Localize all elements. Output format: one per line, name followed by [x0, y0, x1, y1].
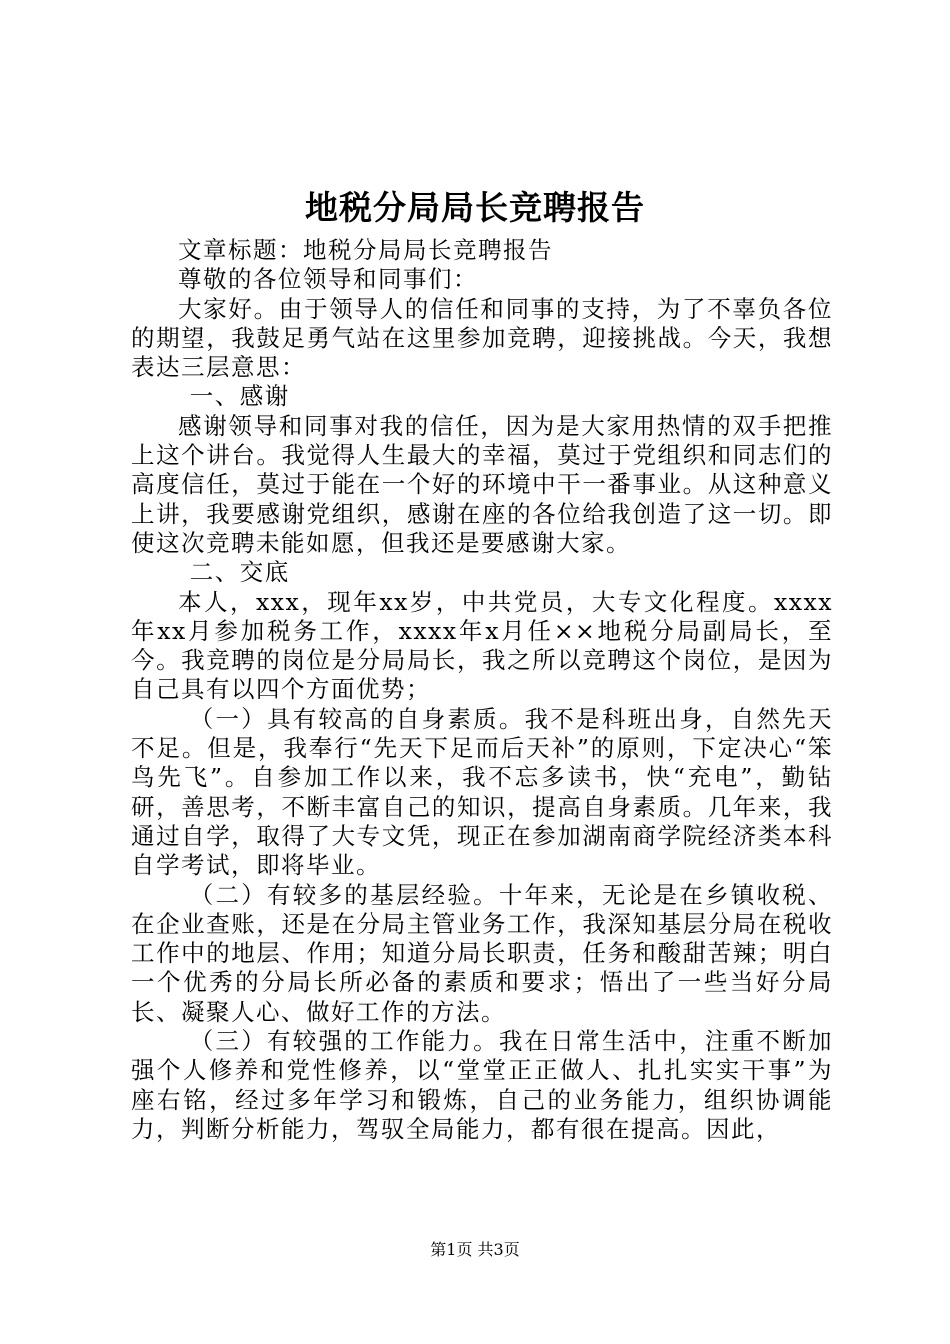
document-body	[131, 236, 833, 1144]
paragraph-advantage-2: （二）有较多的基层经验。十年来，无论是在乡镇收税、在企业查账，还是在分局主管业务工作，我深知基层分局在税收工作中的地层、作用；知道分局长职责，任务和酸甜苦辣；明白一个优秀的分局长所必备的素质和要求；悟出了一些当好分局长、凝聚人心、做好工作的方法。	[131, 880, 833, 1026]
heading-background: 二、交底	[189, 558, 290, 587]
paragraph-advantage-1: （一）具有较高的自身素质。我不是科班出身，自然先天不足。但是，我奉行“先天下足而后天补”的原则，下定决心“笨鸟先飞”。自参加工作以来，我不忘多读书，快“充电”，勤钻研，善思考，不断丰富自己的知识，提高自身素质。几年来，我通过自学，取得了大专文凭，现正在参加湖南商学院经济类本科自学考试，即将毕业。	[131, 704, 833, 880]
paragraph-thanks: 感谢领导和同事对我的信任，因为是大家用热情的双手把推上这个讲台。我觉得人生最大的幸福，莫过于党组织和同志们的高度信任，莫过于能在一个好的环境中干一番事业。从这种意义上讲，我要感谢党组织，感谢在座的各位给我创造了这一切。即使这次竞聘未能如愿，但我还是要感谢大家。	[131, 411, 833, 557]
paragraph-article-title: 文章标题：地税分局局长竞聘报告	[178, 236, 553, 264]
page-footer: 第1页 共3页	[430, 1240, 520, 1259]
paragraph-advantage-3: （三）有较强的工作能力。我在日常生活中，注重不断加强个人修养和党性修养，以“堂堂正正做人、扎扎实实干事”为座右铭，经过多年学习和锻炼，自己的业务能力，组织协调能力，判断分析能力，驾驭全局能力，都有很在提高。因此，	[131, 1027, 833, 1143]
paragraph-intro: 大家好。由于领导人的信任和同事的支持，为了不辜负各位的期望，我鼓足勇气站在这里参加竞聘，迎接挑战。今天，我想表达三层意思：	[131, 294, 833, 382]
document-title: 地税分局局长竞聘报告	[305, 188, 645, 227]
paragraph-background: 本人，xxx，现年xx岁，中共党员，大专文化程度。xxxx年xx月参加税务工作，xxxx年x月任××地税分局副局长，至今。我竞聘的岗位是分局局长，我之所以竞聘这个岗位，是因为自己具有以四个方面优势；	[131, 587, 833, 704]
heading-thanks: 一、感谢	[189, 382, 290, 411]
paragraph-salutation: 尊敬的各位领导和同事们：	[178, 265, 478, 294]
